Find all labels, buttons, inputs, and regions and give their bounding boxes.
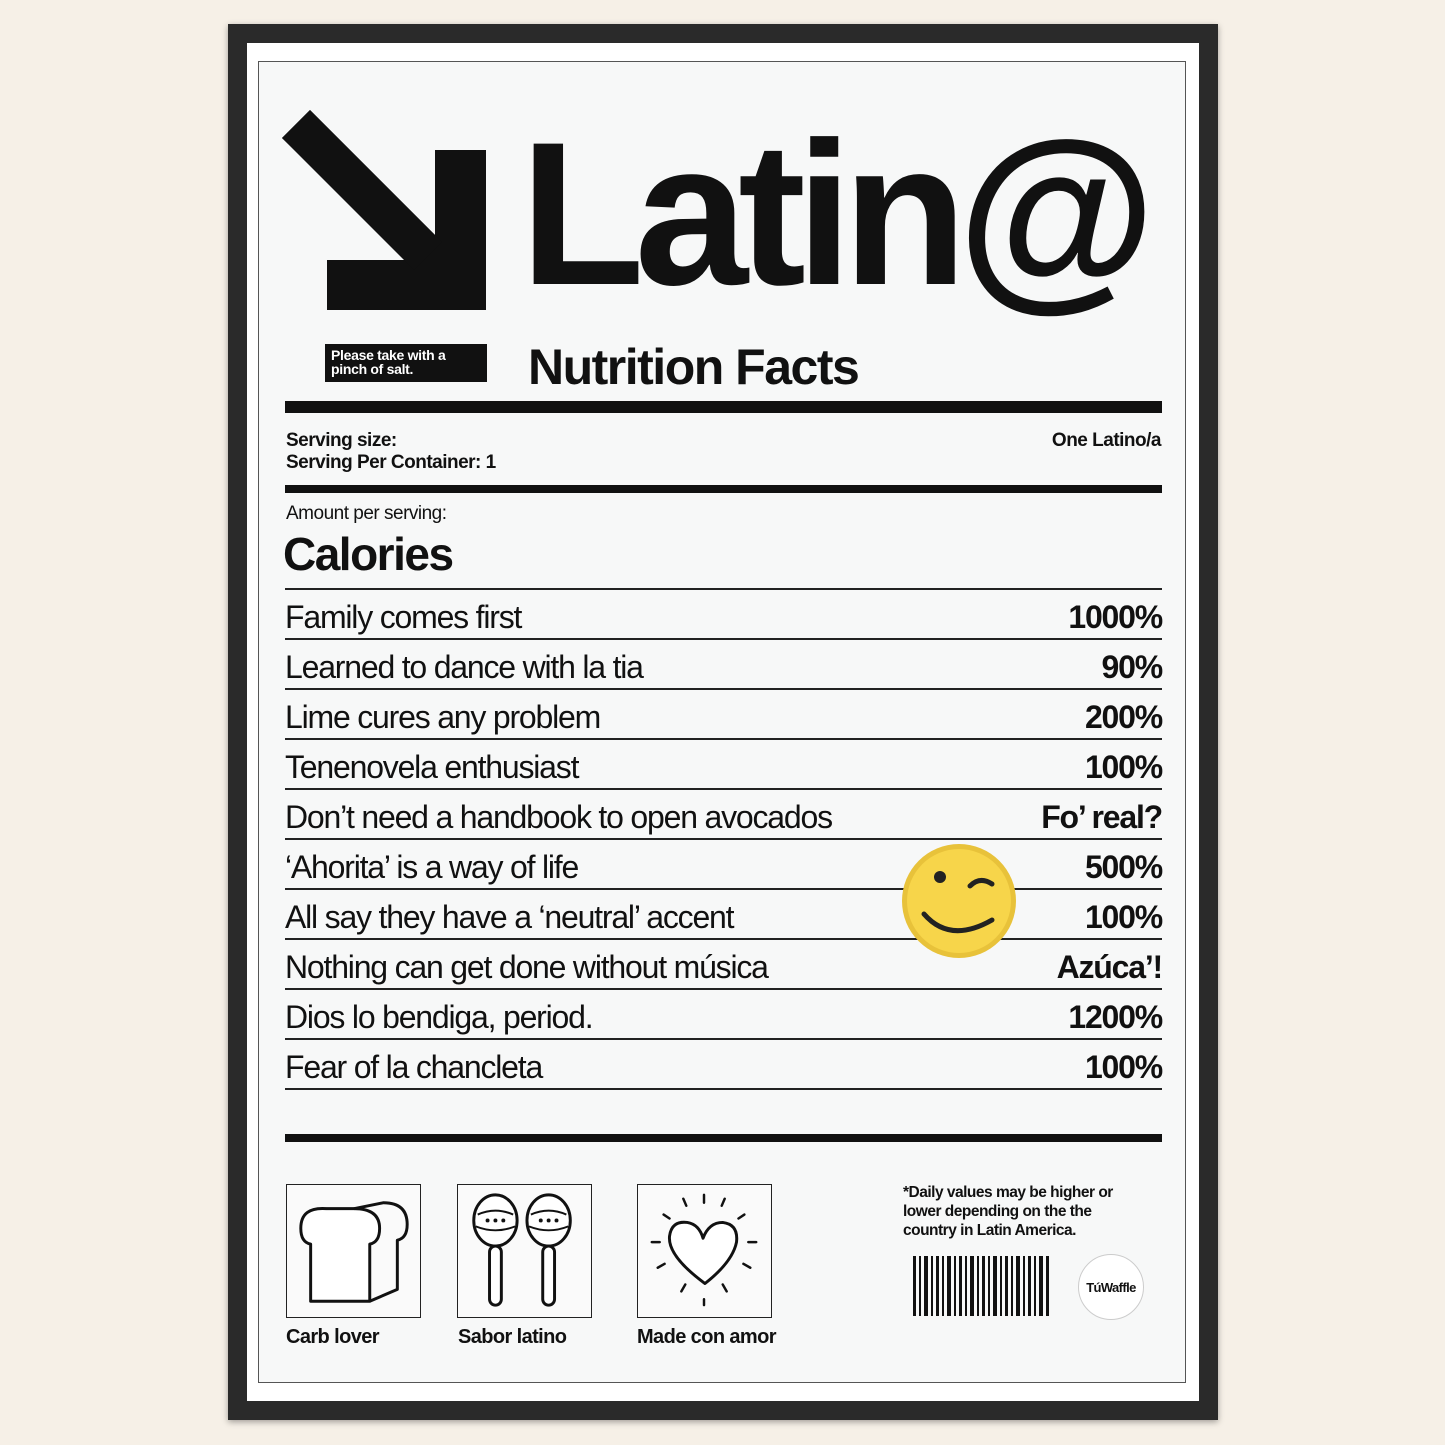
barcode-icon [913,1256,1051,1316]
serving-size-label: Serving size: [286,430,397,451]
fact-row [285,690,1162,740]
fact-label: Tenenovela enthusiast [285,748,579,785]
fact-label: Family comes first [285,598,522,635]
disclaimer-text: *Daily values may be higher or lower depending on the the country in Latin America. [903,1184,1113,1239]
divider-medium [285,485,1162,493]
fact-row [285,890,1162,940]
serving-info [286,430,496,474]
fact-label: Dios lo bendiga, period. [285,998,593,1035]
fact-label: All say they have a ‘neutral’ accent [285,898,734,935]
fact-row [285,590,1162,640]
fact-value: 100% [1084,898,1162,935]
maracas-icon-box [457,1184,592,1318]
fact-label: Learned to dance with la tia [285,648,643,685]
fact-row [285,840,1162,890]
heart-icon-box [637,1184,772,1318]
calories-heading: Calories [283,528,453,580]
amount-per-serving: Amount per serving: [286,503,447,524]
fact-value: 500% [1084,848,1162,885]
carb-lover-label: Carb lover [286,1326,379,1348]
fact-value: 90% [1101,648,1162,685]
bread-icon [287,1185,420,1317]
fact-label: Fear of la chancleta [285,1048,543,1085]
divider-thick [285,401,1162,413]
serving-size-value: One Latino/a [1051,430,1161,451]
poster-title: Latin@ [520,100,1147,328]
fact-value: 100% [1084,748,1162,785]
fact-value: Azúca’! [1056,948,1162,985]
fact-value: 200% [1084,698,1162,735]
fact-value: 1000% [1068,598,1162,635]
serving-per-container: Serving Per Container: 1 [286,452,496,473]
fact-row [285,1040,1162,1090]
fact-row [285,990,1162,1040]
fact-value: 100% [1084,1048,1162,1085]
fact-value: Fo’ real? [1041,798,1162,835]
fact-row [285,640,1162,690]
fact-row [285,940,1162,990]
fact-row [285,740,1162,790]
bread-icon-box [286,1184,421,1318]
maracas-icon [458,1185,591,1317]
divider-bottom [285,1134,1162,1142]
heart-icon [638,1185,771,1317]
nutrition-facts-heading: Nutrition Facts [528,339,859,395]
fact-value: 1200% [1068,998,1162,1035]
made-con-amor-label: Made con amor [637,1326,776,1348]
fact-label: ‘Ahorita’ is a way of life [285,848,579,885]
winking-smiley-icon [900,842,1018,960]
facts-table [285,588,1162,1090]
fact-label: Don’t need a handbook to open avocados [285,798,832,835]
fact-label: Lime cures any problem [285,698,601,735]
salt-tag: Please take with a pinch of salt. [325,344,487,382]
fact-row [285,790,1162,840]
sabor-latino-label: Sabor latino [458,1326,567,1348]
brand-badge: TúWaffle [1078,1254,1144,1320]
fact-label: Nothing can get done without música [285,948,768,985]
arrow-down-right-icon [282,110,488,312]
